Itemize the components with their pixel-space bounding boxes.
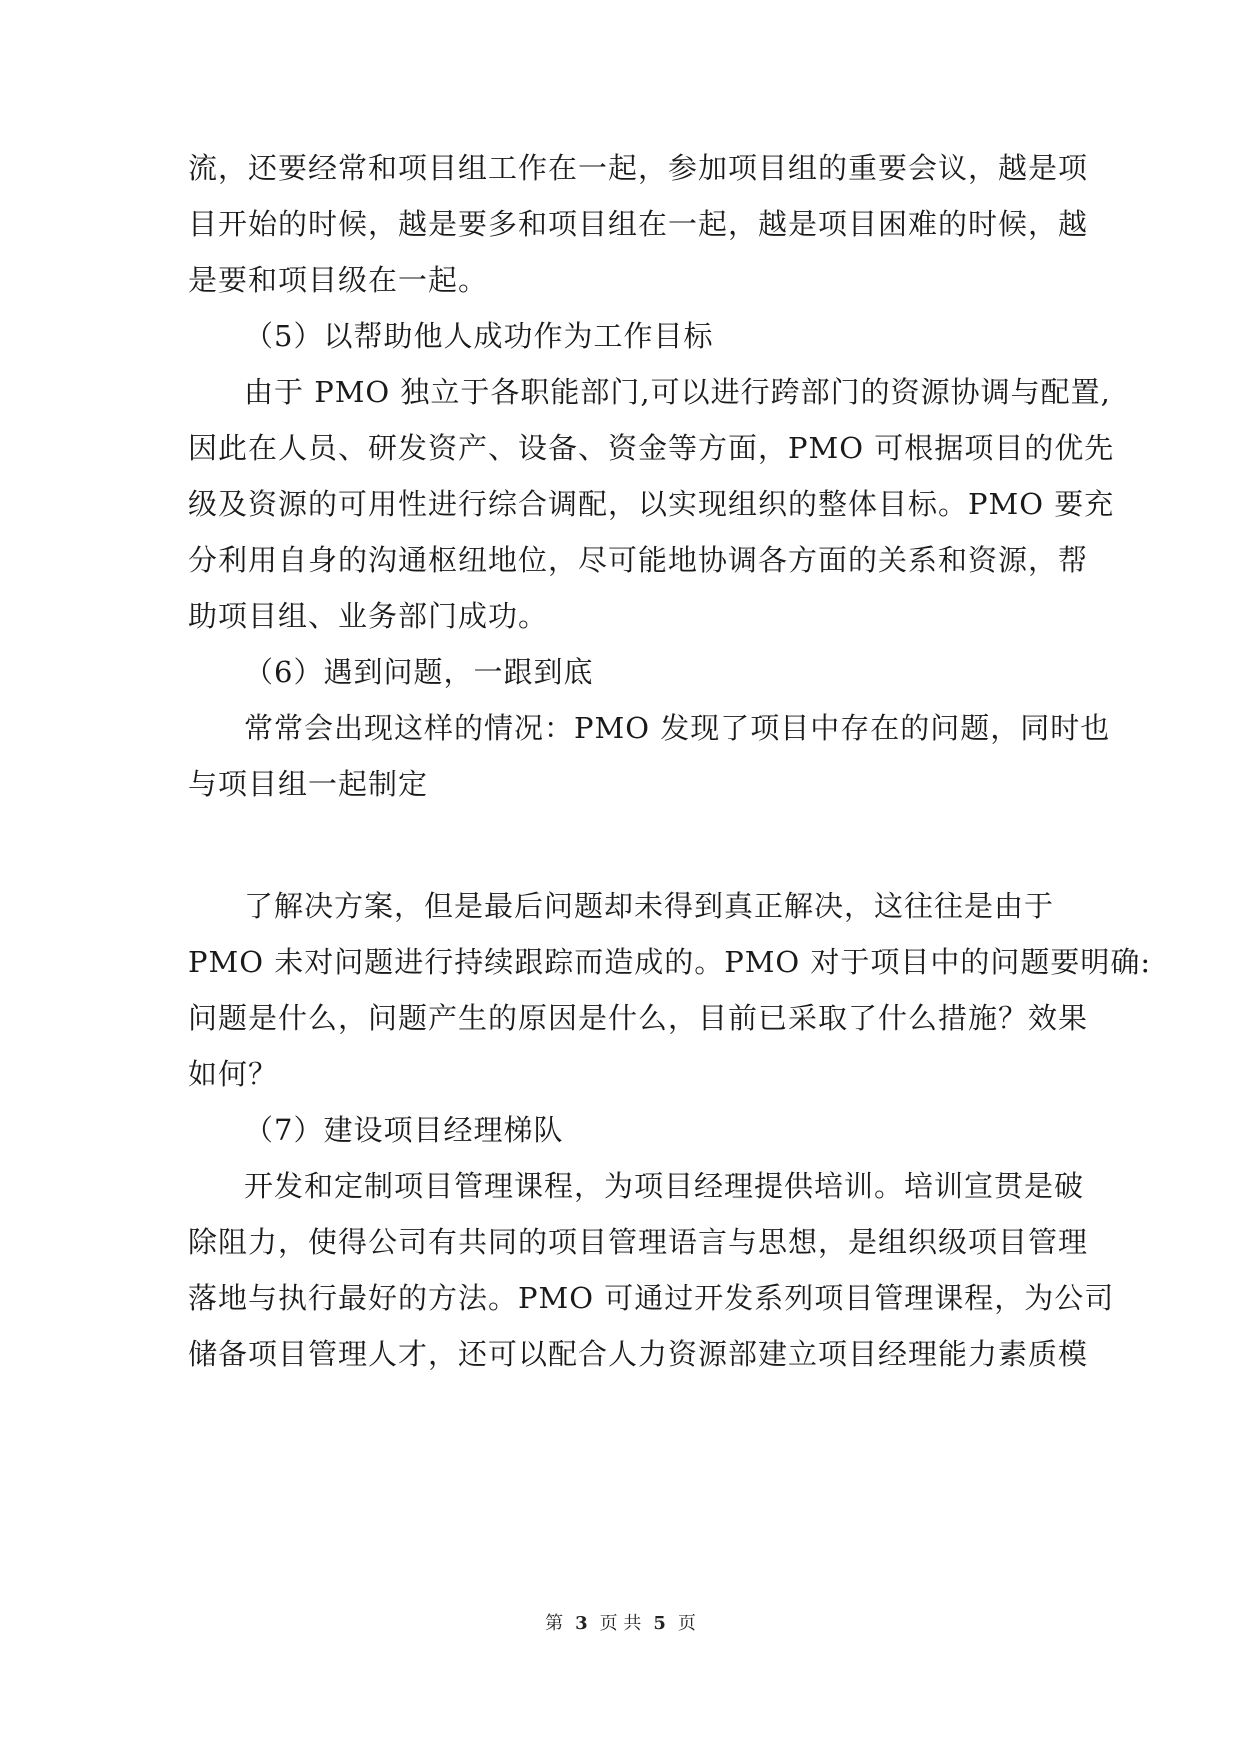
text-line: 与项目组一起制定 [188,767,429,801]
text-line: 开发和定制项目管理课程，为项目经理提供培训。培训宣贯是破 [244,1169,1085,1203]
text-line: 级及资源的可用性进行综合调配，以实现组织的整体目标。PMO 要充 [188,487,1115,521]
footer-middle: 页 共 [599,1613,642,1634]
page-number: 3 [575,1613,588,1634]
text-line: 是要和项目级在一起。 [188,263,489,297]
section-heading: （5）以帮助他人成功作为工作目标 [244,319,714,353]
text-line: 由于 PMO 独立于各职能部门,可以进行跨部门的资源协调与配置, [244,375,1111,409]
text-line: 因此在人员、研发资产、设备、资金等方面，PMO 可根据项目的优先 [188,431,1115,465]
text-line: 问题是什么，问题产生的原因是什么，目前已采取了什么措施？效果 [188,1001,1089,1035]
text-line: 分利用自身的沟通枢纽地位，尽可能地协调各方面的关系和资源，帮 [188,543,1089,577]
text-line: 除阻力，使得公司有共同的项目管理语言与思想，是组织级项目管理 [188,1225,1089,1259]
section-heading: （7）建设项目经理梯队 [244,1113,564,1147]
section-heading: （6）遇到问题，一跟到底 [244,655,594,689]
text-line: 落地与执行最好的方法。PMO 可通过开发系列项目管理课程，为公司 [188,1281,1115,1315]
text-line: PMO 未对问题进行持续跟踪而造成的。PMO 对于项目中的问题要明确: [188,945,1152,979]
footer-suffix: 页 [677,1613,696,1634]
text-line: 常常会出现这样的情况：PMO 发现了项目中存在的问题，同时也 [244,711,1111,745]
footer-prefix: 第 [545,1613,564,1634]
text-line: 储备项目管理人才，还可以配合人力资源部建立项目经理能力素质模 [188,1337,1089,1371]
page-footer [0,1612,1241,1636]
text-line: 流，还要经常和项目组工作在一起，参加项目组的重要会议，越是项 [188,151,1089,185]
total-pages: 5 [653,1613,666,1634]
text-line: 助项目组、业务部门成功。 [188,599,549,633]
text-line: 了解决方案，但是最后问题却未得到真正解决，这往往是由于 [244,889,1055,923]
text-line: 目开始的时候，越是要多和项目组在一起，越是项目困难的时候，越 [188,207,1089,241]
text-line: 如何？ [188,1057,279,1091]
